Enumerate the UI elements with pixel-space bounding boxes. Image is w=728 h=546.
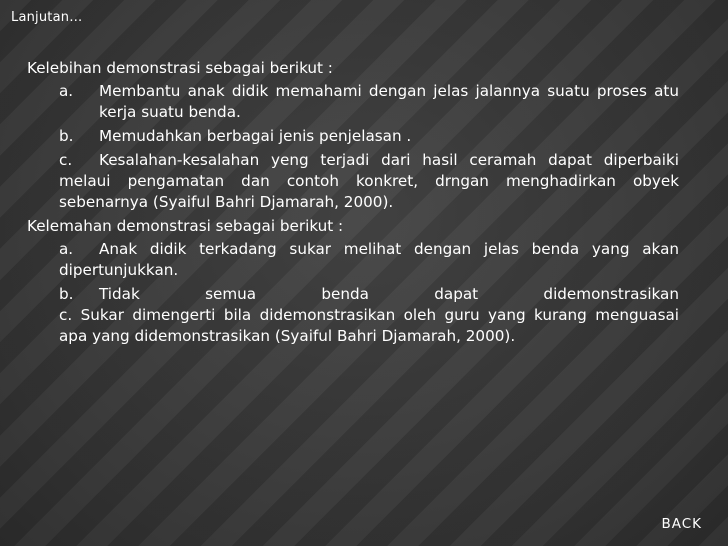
- kelemahan-heading: Kelemahan demonstrasi sebagai berikut :: [27, 217, 344, 235]
- item-label: c.: [59, 151, 73, 169]
- item-text: Sukar dimengerti bila didemonstrasikan oleh guru yang kurang menguasai apa yang didemonstrasikan (Syaiful Bahri Djamarah, 2000).: [59, 306, 680, 345]
- item-label: a.: [59, 82, 74, 100]
- kelebihan-item-c: [59, 150, 679, 213]
- kelebihan-heading: Kelebihan demonstrasi sebagai berikut :: [27, 59, 333, 77]
- item-label: c.: [59, 306, 73, 324]
- item-label: b.: [59, 285, 74, 303]
- item-label: b.: [59, 127, 74, 145]
- back-button[interactable]: BACK: [661, 516, 702, 532]
- kelemahan-item-b: [59, 284, 679, 305]
- kelemahan-item-c: [59, 305, 679, 347]
- item-text: Memudahkan berbagai jenis penjelasan .: [99, 127, 412, 145]
- slide-content: [27, 58, 679, 350]
- item-text: Membantu anak didik memahami dengan jelas jalannya suatu proses atu kerja suatu benda.: [99, 82, 679, 121]
- item-text: Kesalahan-kesalahan yeng terjadi dari hasil ceramah dapat diperbaiki melaui pengamatan dan contoh konkret, drngan menghadirkan obyek sebenarnya (Syaiful Bahri Djamarah, 2000).: [59, 151, 679, 211]
- kelemahan-item-a: [59, 239, 679, 281]
- slide-title: Lanjutan…: [11, 10, 83, 25]
- item-text: Tidak semua benda dapat didemonstrasikan: [99, 285, 679, 303]
- kelebihan-item-a: [59, 81, 679, 123]
- item-label: a.: [59, 240, 74, 258]
- item-text: Anak didik terkadang sukar melihat dengan jelas benda yang akan dipertunjukkan.: [59, 240, 679, 279]
- kelebihan-item-b: [59, 126, 679, 147]
